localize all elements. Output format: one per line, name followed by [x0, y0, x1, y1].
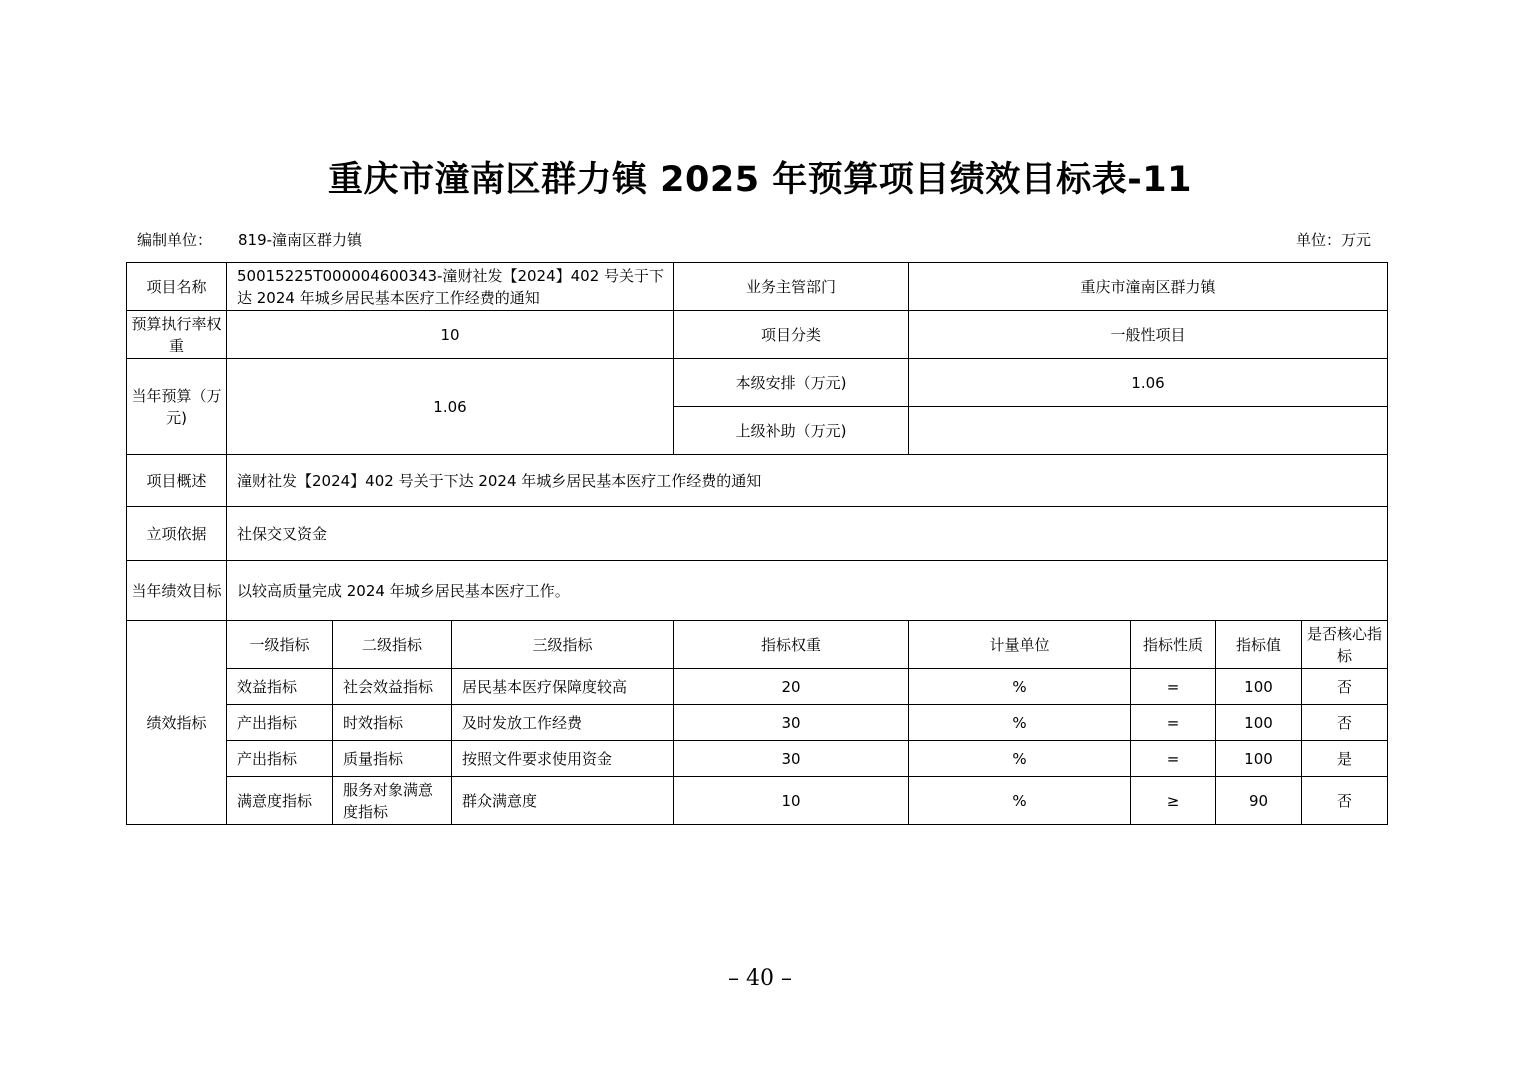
row-level2: 时效指标: [333, 705, 452, 741]
currency-unit: 单位：万元: [1296, 231, 1372, 249]
budget-label: 当年预算（万元): [127, 359, 227, 455]
row-unit: %: [909, 669, 1131, 705]
header-value: 指标值: [1216, 621, 1302, 669]
local-label: 本级安排（万元): [674, 359, 909, 407]
row-value: 100: [1216, 741, 1302, 777]
row-unit: %: [909, 705, 1131, 741]
row-core: 否: [1302, 777, 1388, 825]
row-level3: 及时发放工作经费: [452, 705, 674, 741]
weight-label: 预算执行率权重: [127, 311, 227, 359]
row-level1: 产出指标: [227, 705, 333, 741]
table-row: [127, 705, 1388, 741]
compiling-unit-label: 编制单位：: [137, 231, 213, 249]
project-name-value: 50015225T000004600343-潼财社发【2024】402 号关于下达 2024 年城乡居民基本医疗工作经费的通知: [227, 263, 674, 311]
goal-label: 当年绩效目标: [127, 561, 227, 621]
table-row: [127, 741, 1388, 777]
table-row: [127, 777, 1388, 825]
header-level3: 三级指标: [452, 621, 674, 669]
table-row: [127, 669, 1388, 705]
dept-value: 重庆市潼南区群力镇: [909, 263, 1388, 311]
overview-label: 项目概述: [127, 455, 227, 507]
project-name-label: 项目名称: [127, 263, 227, 311]
header-unit: 计量单位: [909, 621, 1131, 669]
row-nature: =: [1131, 705, 1216, 741]
upper-label: 上级补助（万元): [674, 407, 909, 455]
indicator-header-row: [127, 621, 1388, 669]
header-core: 是否核心指标: [1302, 621, 1388, 669]
row-weight: 30: [674, 705, 909, 741]
row-level2: 社会效益指标: [333, 669, 452, 705]
page-number: – 40 –: [728, 966, 792, 991]
header-weight: 指标权重: [674, 621, 909, 669]
page-title: 重庆市潼南区群力镇 2025 年预算项目绩效目标表-11: [327, 160, 1193, 200]
row-level1: 满意度指标: [227, 777, 333, 825]
row-level3: 群众满意度: [452, 777, 674, 825]
row-level1: 产出指标: [227, 741, 333, 777]
budget-value: 1.06: [227, 359, 674, 455]
row-level3: 按照文件要求使用资金: [452, 741, 674, 777]
compiling-unit: [137, 229, 362, 250]
row-level1: 效益指标: [227, 669, 333, 705]
indicators-section-label: 绩效指标: [127, 621, 227, 825]
row-value: 100: [1216, 705, 1302, 741]
header-level1: 一级指标: [227, 621, 333, 669]
category-label: 项目分类: [674, 311, 909, 359]
row-level3: 居民基本医疗保障度较高: [452, 669, 674, 705]
goal-value: 以较高质量完成 2024 年城乡居民基本医疗工作。: [227, 561, 1388, 621]
compiling-unit-value: 819-潼南区群力镇: [238, 231, 363, 249]
row-nature: =: [1131, 741, 1216, 777]
row-core: 否: [1302, 669, 1388, 705]
row-core: 否: [1302, 705, 1388, 741]
basis-label: 立项依据: [127, 507, 227, 561]
overview-value: 潼财社发【2024】402 号关于下达 2024 年城乡居民基本医疗工作经费的通知: [227, 455, 1388, 507]
header-nature: 指标性质: [1131, 621, 1216, 669]
local-value: 1.06: [909, 359, 1388, 407]
basis-value: 社保交叉资金: [227, 507, 1388, 561]
row-core: 是: [1302, 741, 1388, 777]
row-nature: =: [1131, 669, 1216, 705]
category-value: 一般性项目: [909, 311, 1388, 359]
row-value: 90: [1216, 777, 1302, 825]
row-unit: %: [909, 777, 1131, 825]
weight-value: 10: [227, 311, 674, 359]
header-level2: 二级指标: [333, 621, 452, 669]
row-level2: 服务对象满意度指标: [333, 777, 452, 825]
row-nature: ≥: [1131, 777, 1216, 825]
dept-label: 业务主管部门: [674, 263, 909, 311]
row-weight: 20: [674, 669, 909, 705]
row-weight: 30: [674, 741, 909, 777]
upper-value: [909, 407, 1388, 455]
row-unit: %: [909, 741, 1131, 777]
row-value: 100: [1216, 669, 1302, 705]
row-level2: 质量指标: [333, 741, 452, 777]
performance-table: [126, 262, 1388, 825]
row-weight: 10: [674, 777, 909, 825]
